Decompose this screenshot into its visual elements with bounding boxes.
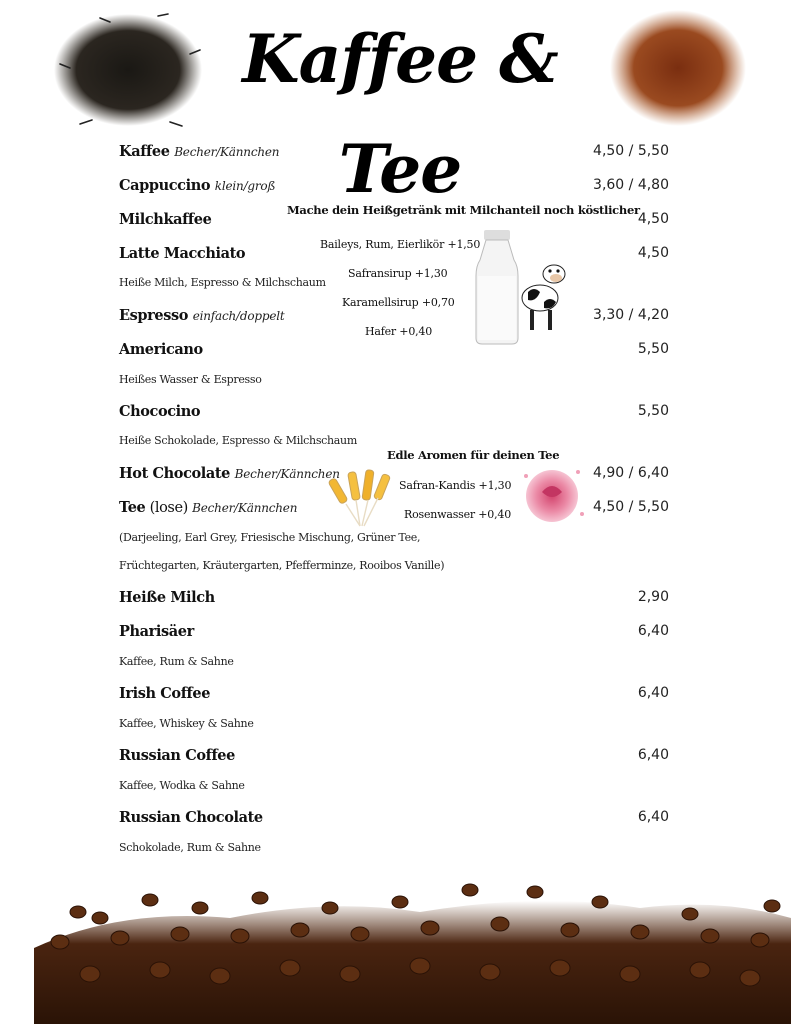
item-price: 4,50 / 5,50 (593, 143, 669, 159)
item-description-russian-coffee: Kaffee, Wodka & Sahne (119, 779, 245, 792)
item-price: 6,40 (637, 809, 669, 825)
item-name: Irish Coffee (119, 685, 211, 702)
item-price: 6,40 (637, 623, 669, 639)
item-price: 3,30 / 4,20 (593, 307, 669, 323)
rooibos-tea-image (604, 2, 754, 132)
item-name: Latte Macchiato (119, 245, 246, 262)
item-price: 5,50 (637, 403, 669, 419)
item-name: Cappuccino klein/groß (119, 177, 276, 194)
menu-item-pharisaer (119, 623, 669, 647)
item-name: Russian Chocolate (119, 809, 263, 826)
item-price: 6,40 (637, 747, 669, 763)
item-description-chococino: Heiße Schokolade, Espresso & Milchschaum (119, 434, 357, 447)
item-name: Espresso einfach/doppelt (119, 307, 285, 324)
tea-addons-heading: Edle Aromen für deinen Tee (387, 448, 560, 462)
item-name: Heiße Milch (119, 589, 215, 606)
milk-addon-baileys: Baileys, Rum, Eierlikör +1,50 (320, 238, 481, 251)
black-tea-leaves-image (40, 4, 210, 144)
tea-addon-rosenwasser: Rosenwasser +0,40 (404, 508, 511, 521)
menu-item-russian-coffee (119, 747, 669, 771)
milk-addons-heading: Mache dein Heißgetränk mit Milchanteil noch köstlicher (287, 203, 640, 217)
menu-item-russian-chocolate (119, 809, 669, 833)
item-price: 4,90 / 6,40 (593, 465, 669, 481)
item-price: 5,50 (637, 341, 669, 357)
menu-item-chococino (119, 403, 669, 427)
page-title: Kaffee & Tee (242, 20, 558, 208)
item-name: Tee (lose) Becher/Kännchen (119, 499, 298, 516)
item-name: Chococino (119, 403, 201, 420)
item-description-pharisaer: Kaffee, Rum & Sahne (119, 655, 234, 668)
item-price: 2,90 (637, 589, 669, 605)
item-description-americano: Heißes Wasser & Espresso (119, 373, 262, 386)
item-price: 4,50 (637, 211, 669, 227)
item-name: Pharisäer (119, 623, 194, 640)
item-description-russian-chocolate: Schokolade, Rum & Sahne (119, 841, 261, 854)
menu-item-hot-chocolate (119, 465, 669, 489)
menu-item-heisse-milch (119, 589, 669, 613)
item-name: Americano (119, 341, 203, 358)
item-description-irish: Kaffee, Whiskey & Sahne (119, 717, 254, 730)
milk-addon-safransirup: Safransirup +1,30 (348, 267, 448, 280)
tea-addon-safran-kandis: Safran-Kandis +1,30 (399, 479, 512, 492)
item-description-tee-1: (Darjeeling, Earl Grey, Friesische Mischung, Grüner Tee, (119, 531, 421, 544)
item-price: 4,50 (637, 245, 669, 261)
milk-addon-karamellsirup: Karamellsirup +0,70 (342, 296, 455, 309)
milk-addon-hafer: Hafer +0,40 (365, 325, 433, 338)
menu-item-tee (119, 499, 669, 523)
item-price: 4,50 / 5,50 (593, 499, 669, 515)
item-name: Russian Coffee (119, 747, 235, 764)
item-description-latte: Heiße Milch, Espresso & Milchschaum (119, 276, 326, 289)
item-name: Milchkaffee (119, 211, 212, 228)
item-name: Kaffee Becher/Kännchen (119, 143, 280, 160)
item-price: 6,40 (637, 685, 669, 701)
item-description-tee-2: Früchtegarten, Kräutergarten, Pfefferminze, Rooibos Vanille) (119, 559, 445, 572)
item-name: Hot Chocolate Becher/Kännchen (119, 465, 340, 482)
coffee-beans-image (0, 878, 791, 1024)
item-price: 3,60 / 4,80 (593, 177, 669, 193)
menu-item-kaffee (119, 143, 669, 167)
menu-item-cappuccino (119, 177, 669, 201)
menu-item-americano (119, 341, 669, 365)
menu-item-irish-coffee (119, 685, 669, 709)
